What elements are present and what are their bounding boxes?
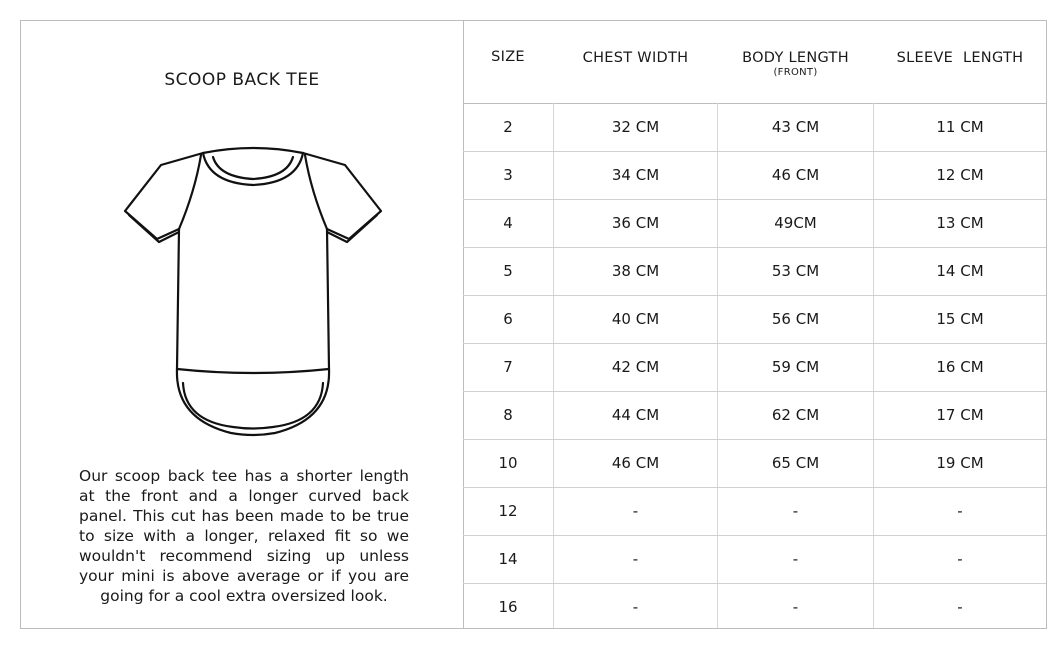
table-row	[463, 295, 1046, 344]
header-body-length-label: BODY LENGTH	[742, 50, 849, 66]
size-cell: 6	[503, 310, 513, 328]
sleeve-length-cell: 17 CM	[936, 406, 984, 424]
body-length-cell: -	[792, 598, 799, 616]
table-row	[463, 199, 1046, 248]
sleeve-length-cell: 15 CM	[936, 310, 984, 328]
sleeve-length-cell: 13 CM	[936, 214, 984, 232]
body-length-cell: 49CM	[774, 214, 817, 232]
size-cell: 10	[498, 454, 518, 472]
table-row	[463, 391, 1046, 440]
size-cell: 8	[503, 406, 513, 424]
chest-width-cell: -	[632, 598, 639, 616]
product-title: SCOOP BACK TEE	[164, 70, 320, 90]
chest-width-cell: 46 CM	[611, 454, 660, 472]
table-row	[463, 343, 1046, 392]
body-length-cell: 46 CM	[771, 166, 820, 184]
tshirt-illustration	[101, 121, 411, 461]
size-table	[463, 21, 1046, 628]
size-cell: 7	[503, 358, 513, 376]
sleeve-length-cell: 16 CM	[936, 358, 984, 376]
table-row	[463, 487, 1046, 536]
body-length-cell: 59 CM	[771, 358, 820, 376]
chest-width-cell: 40 CM	[611, 310, 660, 328]
size-cell: 12	[498, 502, 518, 520]
chest-width-cell: 34 CM	[611, 166, 660, 184]
sleeve-length-cell: -	[957, 502, 963, 520]
table-row	[463, 103, 1046, 152]
size-chart-frame	[20, 20, 1047, 629]
body-length-cell: 43 CM	[771, 118, 820, 136]
product-description: Our scoop back tee has a shorter length at the front and a longer curved back panel. This cut has been made to be true to size with a longer, relaxed fit so we wouldn't recommend sizing up unless your mini is above average or if you are going for a cool extra oversized look.	[79, 467, 409, 605]
sleeve-length-cell: 12 CM	[936, 166, 984, 184]
body-length-cell: -	[792, 502, 799, 520]
header-size: SIZE	[491, 49, 525, 65]
table-row	[463, 535, 1046, 584]
table-row	[463, 439, 1046, 488]
table-row	[463, 583, 1046, 631]
body-length-cell: 56 CM	[771, 310, 820, 328]
chest-width-cell: 44 CM	[611, 406, 660, 424]
header-body-length	[718, 50, 873, 78]
sleeve-length-cell: 11 CM	[936, 118, 984, 136]
chest-width-cell: 32 CM	[611, 118, 660, 136]
chest-width-cell: -	[632, 502, 639, 520]
size-cell: 4	[503, 214, 513, 232]
chest-width-cell: 36 CM	[611, 214, 660, 232]
size-cell: 5	[503, 262, 513, 280]
table-header	[463, 21, 1046, 104]
table-row	[463, 247, 1046, 296]
size-cell: 14	[498, 550, 518, 568]
body-length-cell: -	[792, 550, 799, 568]
table-row	[463, 151, 1046, 200]
product-panel	[21, 21, 464, 628]
body-length-cell: 62 CM	[771, 406, 820, 424]
size-cell: 16	[498, 598, 518, 616]
body-length-cell: 53 CM	[771, 262, 820, 280]
body-length-cell: 65 CM	[771, 454, 820, 472]
chest-width-cell: 42 CM	[611, 358, 660, 376]
chest-width-cell: 38 CM	[611, 262, 660, 280]
header-body-length-sub: (FRONT)	[773, 67, 818, 78]
sleeve-length-cell: -	[957, 598, 963, 616]
header-sleeve-length: SLEEVE LENGTH	[896, 50, 1024, 66]
header-chest-width: CHEST WIDTH	[582, 50, 689, 66]
size-cell: 3	[503, 166, 513, 184]
chest-width-cell: -	[632, 550, 639, 568]
sleeve-length-cell: -	[957, 550, 963, 568]
size-cell: 2	[503, 118, 513, 136]
sleeve-length-cell: 19 CM	[936, 454, 984, 472]
sleeve-length-cell: 14 CM	[936, 262, 984, 280]
